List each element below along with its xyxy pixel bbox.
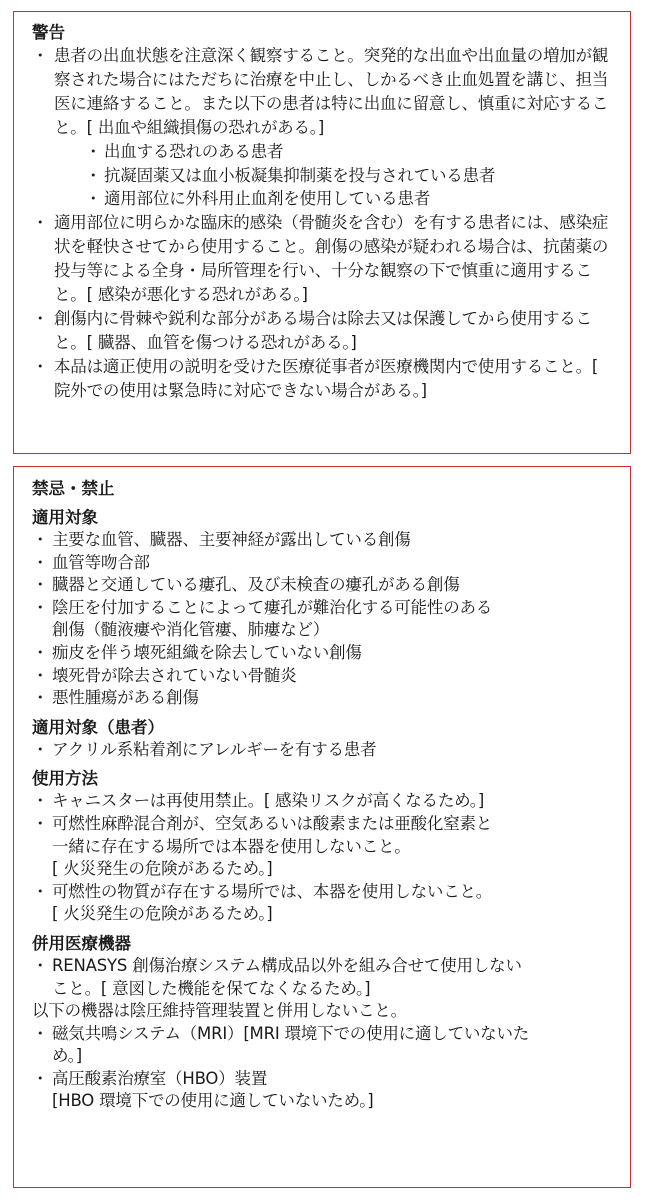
item-line: [ 火災発生の危険があるため。] [52, 904, 273, 924]
list-item: ・ 創傷内に骨棘や鋭利な部分がある場合は除去又は保護してから使用すること。[ 臓器、血管を傷つける恐れがある。] [32, 307, 618, 355]
item-line: ・ 陰圧を付加することによって瘻孔が難治化する可能性のある [52, 597, 493, 617]
list-item: ・ 臓器と交通している瘻孔、及び未検査の瘻孔がある創傷 [32, 574, 618, 597]
list-item [32, 44, 618, 211]
item-line: ・ 可燃性の物質が存在する場所では、本器を使用しないこと。 [52, 881, 493, 901]
usage-heading: 使用方法 [32, 769, 98, 789]
warning-item-bleeding: 患者の出血状態を注意深く観察すること。突発的な出血や出血量の増加が観察された場合にはただちに治療を中止し、しかるべき止血処置を講じ、担当医に連絡すること。また以下の患者は特に出血に留意し、慎重に対応すること。[ 出血や組織損傷の恐れがある。] [54, 46, 609, 137]
patient-list [32, 739, 618, 762]
item-line: [ 火災発生の危険があるため。] [52, 859, 273, 879]
list-item [32, 955, 618, 1000]
warning-list [32, 44, 618, 403]
item-line: 一緒に存在する場所では本器を使用しないこと。 [52, 836, 411, 856]
list-item: ・ 血管等吻合部 [32, 552, 618, 575]
list-item: ・ 痂皮を伴う壊死組織を除去していない創傷 [32, 642, 618, 665]
warning-heading: 警告 [32, 23, 65, 42]
devices-list [32, 955, 618, 1000]
usage-list [32, 790, 618, 926]
item-line: ・ 高圧酸素治療室（HBO）装置 [52, 1068, 268, 1088]
list-item: ・ 適用部位に外科用止血剤を使用している患者 [88, 187, 618, 211]
list-item [32, 881, 618, 926]
devices-list-2 [32, 1023, 618, 1113]
devices-heading: 併用医療機器 [32, 933, 131, 953]
list-item [32, 1068, 618, 1113]
item-line: ・ RENASYS 創傷治療システム構成品以外を組み合せて使用しない [52, 955, 522, 975]
warning-box [13, 11, 631, 454]
item-line: こと。[ 意図した機能を保てなくなるため。] [52, 978, 371, 998]
target-list [32, 529, 618, 710]
list-item: ・ 主要な血管、臓器、主要神経が露出している創傷 [32, 529, 618, 552]
contraindications-heading: 禁忌・禁止 [32, 479, 115, 498]
item-line: ・ 可燃性麻酔混合剤が、空気あるいは酸素または亜酸化窒素と [52, 813, 493, 833]
list-item: ・ 悪性腫瘍がある創傷 [32, 687, 618, 710]
item-line: [HBO 環境下での使用に適していないため。] [52, 1091, 374, 1111]
list-item [32, 813, 618, 881]
list-item [32, 597, 618, 642]
list-item: ・ キャニスターは再使用禁止。[ 感染リスクが高くなるため。] [32, 790, 618, 813]
warning-sublist [54, 140, 618, 212]
item-line: め。] [52, 1046, 82, 1066]
list-item: ・ 適用部位に明らかな臨床的感染（骨髄炎を含む）を有する患者には、感染症状を軽快させてから使用すること。創傷の感染が疑われる場合は、抗菌薬の投与等による全身・局所管理を行い、十分な観察の下で慎重に適用すること。[ 感染が悪化する恐れがある。] [32, 211, 618, 307]
item-line: 創傷（髄液瘻や消化管瘻、肺瘻など） [52, 620, 330, 640]
patient-heading: 適用対象（患者） [32, 717, 164, 737]
list-item: ・ 壊死骨が除去されていない骨髄炎 [32, 665, 618, 688]
list-item: ・ 抗凝固薬又は血小板凝集抑制薬を投与されている患者 [88, 164, 618, 188]
list-item: ・ 出血する恐れのある患者 [88, 140, 618, 164]
contraindications-box [13, 466, 631, 1188]
devices-note: 以下の機器は陰圧維持管理装置と併用しないこと。 [32, 1001, 407, 1021]
list-item [32, 1023, 618, 1068]
target-heading: 適用対象 [32, 508, 98, 527]
item-line: ・ 磁気共鳴システム（MRI）[MRI 環境下での使用に適していないた [52, 1023, 530, 1043]
list-item: ・ アクリル系粘着剤にアレルギーを有する患者 [32, 739, 618, 762]
list-item: ・ 本品は適正使用の説明を受けた医療従事者が医療機関内で使用すること。[ 院外での使用は緊急時に対応できない場合がある。] [32, 355, 618, 403]
